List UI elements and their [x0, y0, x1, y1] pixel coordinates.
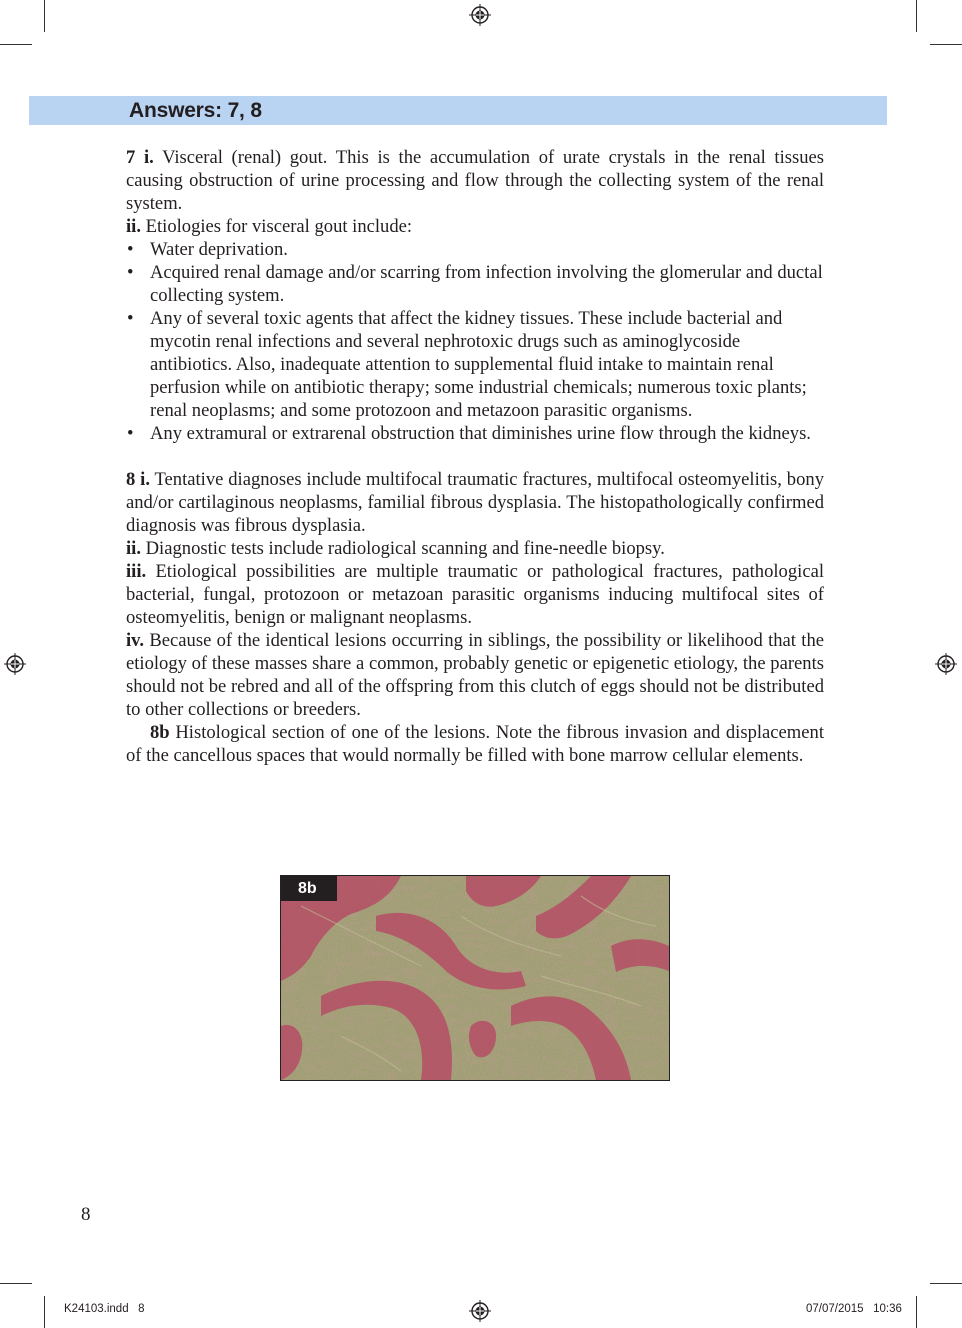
list-item: • Water deprivation. — [127, 239, 288, 260]
crop-mark-bottom-right-horizontal — [930, 1283, 962, 1284]
bullet-icon: • — [127, 308, 134, 329]
answer-number: 8 i. — [126, 469, 150, 490]
bullet-icon: • — [127, 239, 134, 260]
answer-text: Visceral (renal) gout. This is the accumulation of urate crystals in the renal tissues causing obstruction of urine processing and flow through the collecting system of the renal system. — [126, 147, 824, 214]
answer-text: Because of the identical lesions occurring in siblings, the possibility or likelihood that the etiology of these masses share a common, probably genetic or epigenetic etiology, the parents should not be rebred and all of the offspring from this clutch of eggs should not be distributed to other collections or breeders. — [126, 630, 824, 720]
bullet-icon: • — [127, 423, 134, 444]
answer-number: ii. — [126, 538, 141, 559]
registration-mark-icon — [469, 1300, 491, 1322]
histology-image — [281, 876, 669, 1080]
answer-text: Tentative diagnoses include multifocal traumatic fractures, multifocal osteomyelitis, bony and/or cartilaginous neoplasms, familial fibrous dysplasia. The histopathologically confirmed diagnosis was fibrous dysplasia. — [126, 469, 824, 536]
histology-figure-8b — [280, 875, 670, 1081]
registration-mark-icon — [935, 653, 957, 675]
list-item: • Any of several toxic agents that affect the kidney tissues. These include bacterial and mycotin renal infections and several nephrotoxic drugs such as aminoglycoside antibiotics. Also, inadequate attention to supplemental fluid intake to maintain renal perfusion while on antibiotic therapy; some industrial chemicals; numerous toxic plants; renal neoplasms; and some protozoon and metazoon parasitic organisms. — [127, 308, 807, 421]
slug-file: K24103.indd 8 — [64, 1303, 145, 1315]
answer-text: Etiological possibilities are multiple traumatic or pathological fractures, pathological bacterial, fungal, protozoon or metazoan parasitic organisms inducing multifocal sites of osteomyelitis, benign or malignant neoplasms. — [126, 561, 824, 628]
list-item: • Acquired renal damage and/or scarring from infection involving the glomerular and ductal collecting system. — [127, 262, 823, 306]
answer-number: iv. — [126, 630, 145, 651]
answer-7-part-ii — [126, 215, 824, 238]
section-title: Answers: 7, 8 — [129, 99, 262, 122]
answer-7-part-i — [126, 146, 824, 215]
crop-mark-top-right-vertical — [916, 0, 917, 32]
answer-8-part-iv — [126, 629, 824, 721]
crop-mark-bottom-right-vertical — [916, 1296, 917, 1328]
crop-mark-top-left-vertical — [44, 0, 45, 32]
crop-mark-bottom-left-horizontal — [0, 1283, 32, 1284]
caption-text: Histological section of one of the lesions. Note the fibrous invasion and displacement of the cancellous spaces that would normally be filled with bone marrow cellular elements. — [126, 722, 824, 766]
answer-text: Diagnostic tests include radiological scanning and fine-needle biopsy. — [140, 538, 665, 559]
page-number: 8 — [81, 1204, 91, 1225]
list-item: • Any extramural or extrarenal obstruction that diminishes urine flow through the kidneys. — [127, 423, 811, 444]
answer-number: 7 i. — [126, 147, 154, 168]
figure-caption — [126, 721, 824, 767]
section-header-band — [29, 96, 887, 125]
answer-8-part-iii — [126, 560, 824, 629]
figure-label: 8b — [281, 876, 337, 901]
crop-mark-bottom-left-vertical — [44, 1296, 45, 1328]
answers-body — [126, 146, 824, 767]
caption-number: 8b — [150, 722, 170, 743]
registration-mark-icon — [469, 4, 491, 26]
answer-number: iii. — [126, 561, 147, 582]
answer-number: ii. — [126, 216, 141, 237]
answer-8-part-i — [126, 468, 824, 537]
bullet-icon: • — [127, 262, 134, 283]
crop-mark-top-left-horizontal — [0, 44, 32, 45]
slug-date: 07/07/2015 10:36 — [806, 1303, 902, 1315]
etiology-bullet-list — [126, 238, 824, 445]
registration-mark-icon — [4, 653, 26, 675]
answer-text: Etiologies for visceral gout include: — [140, 216, 413, 237]
paragraph-gap — [126, 445, 824, 468]
crop-mark-top-right-horizontal — [930, 44, 962, 45]
answer-8-part-ii — [126, 537, 824, 560]
